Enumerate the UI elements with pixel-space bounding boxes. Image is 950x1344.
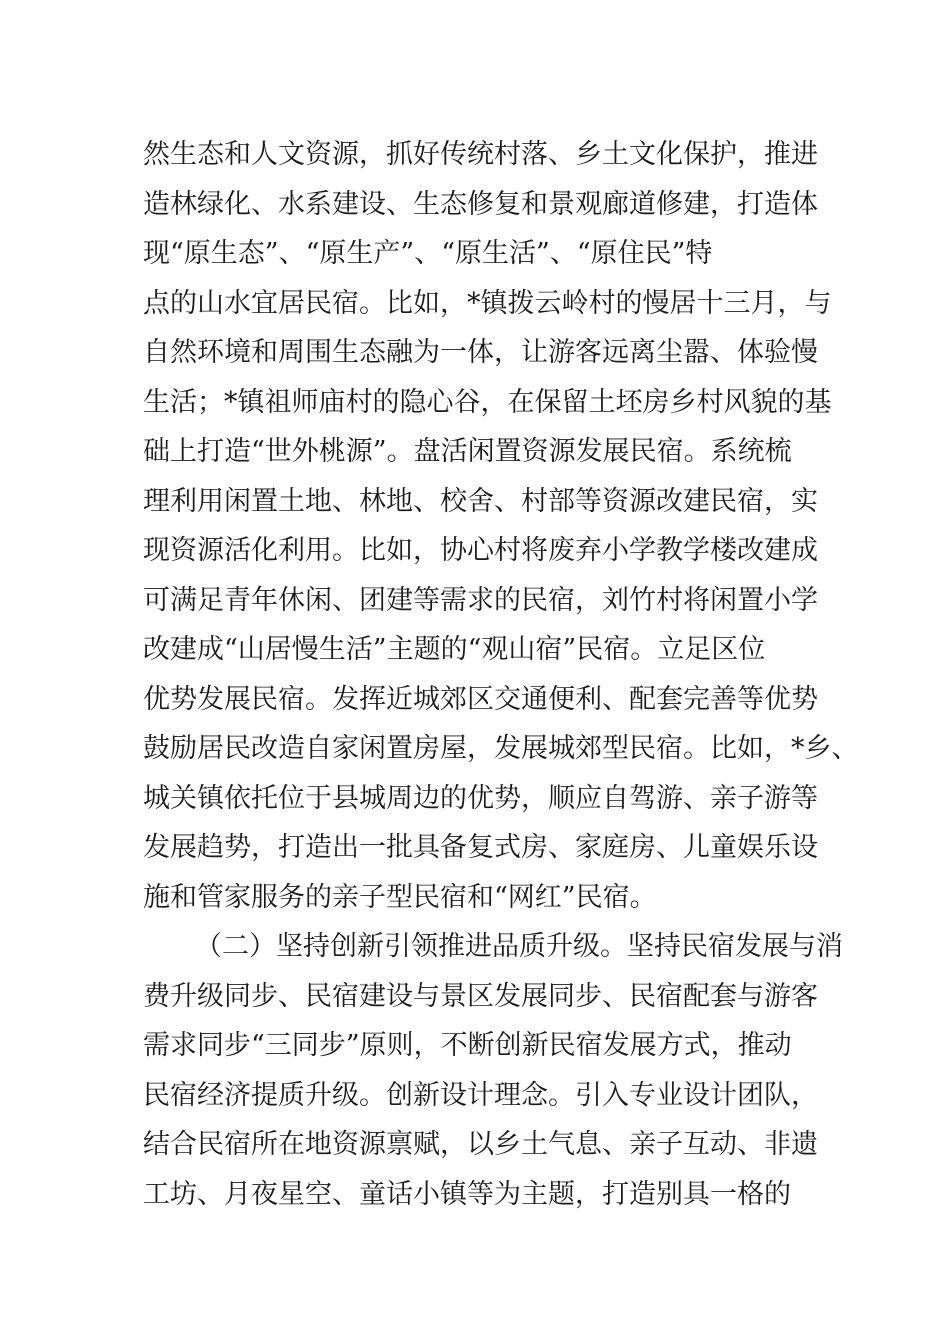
text-line: 点的山水宜居民宿。比如，*镇拨云岭村的慢居十三月，与	[143, 287, 832, 319]
text-line: 民宿经济提质升级。创新设计理念。引入专业设计团队，	[143, 1079, 818, 1111]
text-line: 城关镇依托位于县城周边的优势，顺应自驾游、亲子游等	[143, 782, 818, 814]
text-line: 现“原生态”、“原生产”、“原生活”、“原住民”特	[143, 238, 713, 269]
text-line: 生活；*镇祖师庙村的隐心谷，在保留土坯房乡村风貌的基	[143, 386, 832, 418]
text-line: 优势发展民宿。发挥近城郊区交通便利、配套完善等优势	[143, 683, 818, 715]
text-line: 然生态和人文资源，抓好传统村落、乡土文化保护，推进	[143, 139, 818, 170]
text-line: 础上打造“世外桃源”。盘活闲置资源发展民宿。系统梳	[143, 436, 792, 467]
text-line: 可满足青年休闲、团建等需求的民宿，刘竹村将闲置小学	[143, 584, 818, 616]
body-text	[143, 130, 863, 1219]
text-line: 改建成“山居慢生活”主题的“观山宿”民宿。立足区位	[143, 634, 766, 665]
text-line: 施和管家服务的亲子型民宿和“网红”民宿。	[143, 881, 657, 913]
section-heading-line: （二）坚持创新引领推进品质升级。坚持民宿发展与消	[195, 931, 843, 962]
text-line: 结合民宿所在地资源禀赋，以乡土气息、亲子互动、非遗	[143, 1129, 818, 1160]
text-line: 工坊、月夜星空、童话小镇等为主题，打造别具一格的	[143, 1178, 791, 1210]
text-line: 现资源活化利用。比如，协心村将废弃小学教学楼改建成	[143, 535, 818, 566]
text-line: 鼓励居民改造自家闲置房屋，发展城郊型民宿。比如，*乡、	[143, 733, 859, 764]
text-line: 费升级同步、民宿建设与景区发展同步、民宿配套与游客	[143, 980, 818, 1012]
text-line: 自然环境和周围生态融为一体，让游客远离尘嚣、体验慢	[143, 337, 818, 368]
text-line: 需求同步“三同步”原则，不断创新民宿发展方式，推动	[143, 1030, 792, 1061]
text-line: 理利用闲置土地、林地、校舍、村部等资源改建民宿，实	[143, 485, 818, 517]
text-line: 造林绿化、水系建设、生态修复和景观廊道修建，打造体	[143, 188, 818, 220]
text-line: 发展趋势，打造出一批具备复式房、家庭房、儿童娱乐设	[143, 832, 818, 863]
